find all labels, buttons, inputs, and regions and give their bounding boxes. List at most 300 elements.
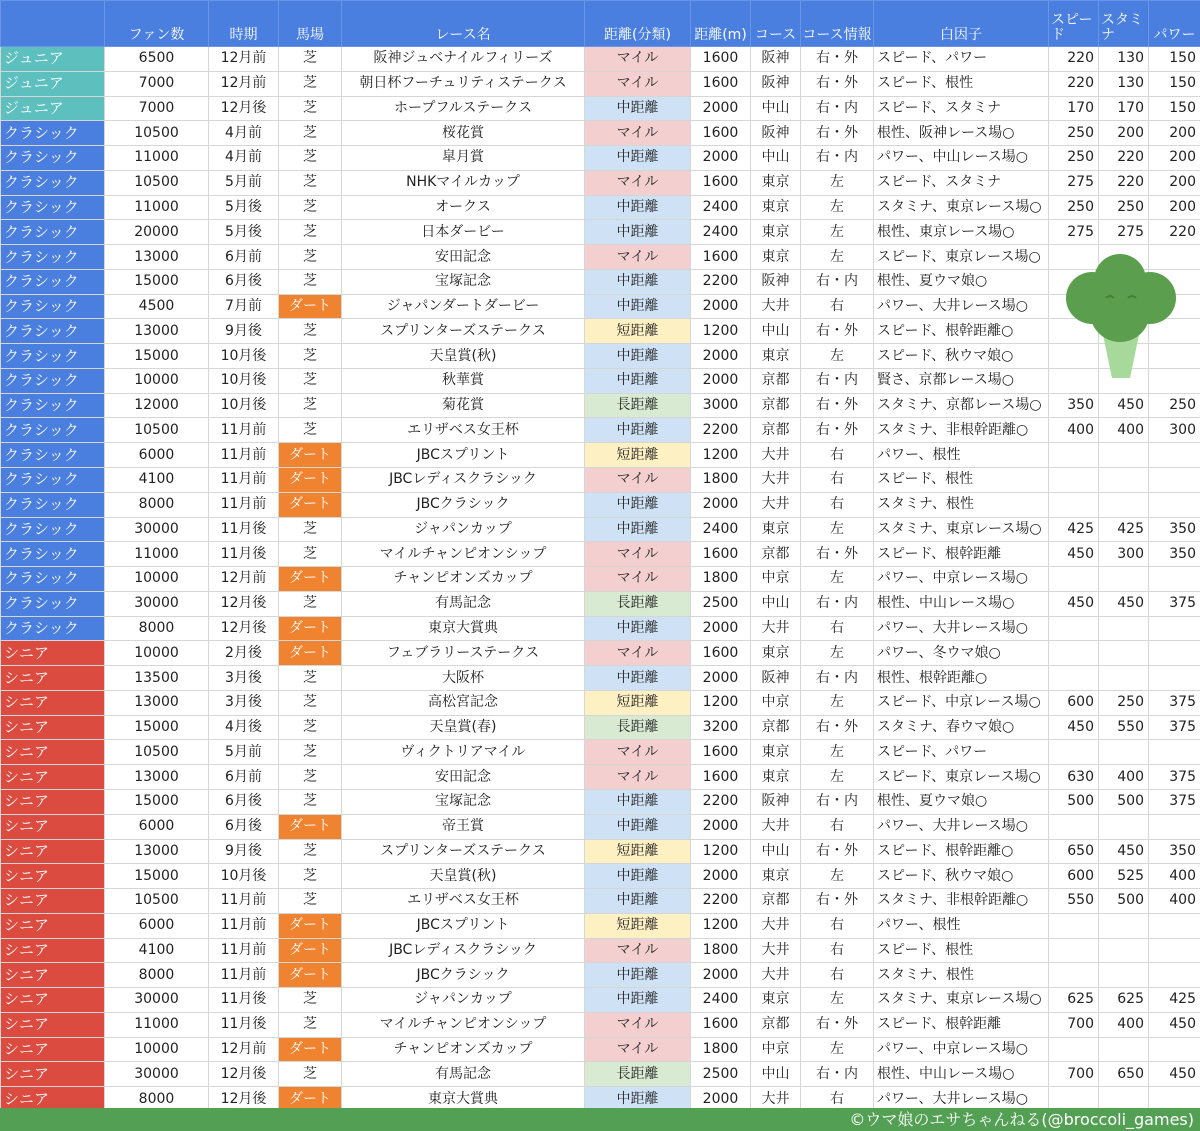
cell-course-info[interactable]: 右・外 [801,121,874,146]
cell-course-info[interactable]: 右・内 [801,1062,874,1087]
cell-fans[interactable]: 6500 [105,47,209,72]
cell-fans[interactable]: 6000 [105,814,209,839]
cell-course[interactable]: 大井 [751,468,801,493]
cell-surface[interactable]: 芝 [279,591,342,616]
cell-distance-class[interactable]: 長距離 [585,1062,691,1087]
cell-year[interactable]: シニア [1,864,105,889]
cell-course-info[interactable]: 左 [801,765,874,790]
cell-race-name[interactable]: チャンピオンズカップ [342,567,585,592]
cell-distance-m[interactable]: 1200 [691,690,751,715]
cell-period[interactable]: 6月後 [209,789,279,814]
cell-distance-class[interactable]: マイル [585,71,691,96]
cell-course[interactable]: 中京 [751,567,801,592]
cell-stamina[interactable] [1099,468,1149,493]
cell-course-info[interactable]: 右 [801,616,874,641]
cell-race-name[interactable]: オークス [342,195,585,220]
cell-year[interactable]: クラシック [1,443,105,468]
cell-course-info[interactable]: 右 [801,468,874,493]
header-speed[interactable]: スピード [1049,1,1099,47]
cell-distance-m[interactable]: 1800 [691,468,751,493]
cell-fans[interactable]: 10000 [105,641,209,666]
cell-white-factor[interactable]: スピード、根性 [874,71,1049,96]
cell-surface[interactable]: 芝 [279,245,342,270]
cell-period[interactable]: 11月前 [209,468,279,493]
cell-fans[interactable]: 13000 [105,765,209,790]
cell-speed[interactable] [1049,814,1099,839]
cell-stamina[interactable] [1099,567,1149,592]
cell-course[interactable]: 京都 [751,889,801,914]
cell-course-info[interactable]: 左 [801,1037,874,1062]
cell-course-info[interactable]: 右・外 [801,542,874,567]
cell-fans[interactable]: 11000 [105,146,209,171]
cell-stamina[interactable]: 450 [1099,591,1149,616]
cell-stamina[interactable]: 275 [1099,220,1149,245]
cell-race-name[interactable]: JBCレディスクラシック [342,938,585,963]
cell-distance-m[interactable]: 2000 [691,1087,751,1112]
cell-surface[interactable]: ダート [279,938,342,963]
cell-course[interactable]: 中山 [751,839,801,864]
cell-course-info[interactable]: 右・内 [801,666,874,691]
cell-course[interactable]: 京都 [751,715,801,740]
cell-white-factor[interactable]: スピード、根幹距離○ [874,839,1049,864]
cell-year[interactable]: シニア [1,839,105,864]
cell-white-factor[interactable]: パワー、根性 [874,443,1049,468]
cell-race-name[interactable]: ヴィクトリアマイル [342,740,585,765]
cell-power[interactable] [1149,641,1200,666]
cell-fans[interactable]: 11000 [105,195,209,220]
cell-course[interactable]: 東京 [751,641,801,666]
cell-fans[interactable]: 10000 [105,1037,209,1062]
header-period[interactable]: 時期 [209,1,279,47]
cell-race-name[interactable]: ジャパンカップ [342,988,585,1013]
cell-distance-m[interactable]: 2200 [691,889,751,914]
cell-speed[interactable] [1049,666,1099,691]
cell-stamina[interactable]: 170 [1099,96,1149,121]
cell-distance-m[interactable]: 2000 [691,146,751,171]
cell-distance-class[interactable]: 中距離 [585,294,691,319]
cell-course[interactable]: 大井 [751,616,801,641]
cell-course[interactable]: 大井 [751,913,801,938]
cell-year[interactable]: シニア [1,765,105,790]
header-surface[interactable]: 馬場 [279,1,342,47]
cell-course-info[interactable]: 左 [801,195,874,220]
cell-power[interactable] [1149,814,1200,839]
cell-speed[interactable]: 500 [1049,789,1099,814]
cell-distance-class[interactable]: 中距離 [585,492,691,517]
cell-race-name[interactable]: マイルチャンピオンシップ [342,542,585,567]
cell-distance-m[interactable]: 1600 [691,245,751,270]
cell-period[interactable]: 12月前 [209,1037,279,1062]
cell-course[interactable]: 中山 [751,1062,801,1087]
cell-power[interactable] [1149,740,1200,765]
cell-distance-class[interactable]: マイル [585,245,691,270]
cell-period[interactable]: 11月前 [209,938,279,963]
cell-speed[interactable]: 450 [1049,715,1099,740]
cell-race-name[interactable]: 大阪杯 [342,666,585,691]
cell-speed[interactable]: 275 [1049,220,1099,245]
cell-fans[interactable]: 15000 [105,344,209,369]
cell-year[interactable]: クラシック [1,418,105,443]
cell-speed[interactable]: 625 [1049,988,1099,1013]
cell-distance-m[interactable]: 2000 [691,814,751,839]
cell-period[interactable]: 12月前 [209,567,279,592]
cell-surface[interactable]: ダート [279,1087,342,1112]
cell-year[interactable]: シニア [1,889,105,914]
cell-fans[interactable]: 7000 [105,71,209,96]
cell-stamina[interactable]: 400 [1099,418,1149,443]
cell-year[interactable]: シニア [1,938,105,963]
cell-surface[interactable]: 芝 [279,1012,342,1037]
cell-distance-m[interactable]: 1600 [691,740,751,765]
cell-course-info[interactable]: 右 [801,492,874,517]
cell-year[interactable]: クラシック [1,542,105,567]
cell-white-factor[interactable]: スピード、東京レース場○ [874,765,1049,790]
cell-surface[interactable]: ダート [279,492,342,517]
cell-distance-m[interactable]: 2000 [691,96,751,121]
cell-distance-m[interactable]: 2400 [691,220,751,245]
cell-course[interactable]: 中山 [751,146,801,171]
cell-speed[interactable] [1049,616,1099,641]
cell-stamina[interactable]: 650 [1099,1062,1149,1087]
cell-speed[interactable] [1049,1037,1099,1062]
cell-fans[interactable]: 8000 [105,616,209,641]
cell-year[interactable]: シニア [1,1037,105,1062]
cell-distance-m[interactable]: 1600 [691,542,751,567]
cell-fans[interactable]: 30000 [105,517,209,542]
cell-power[interactable] [1149,666,1200,691]
cell-period[interactable]: 12月後 [209,1087,279,1112]
cell-race-name[interactable]: エリザベス女王杯 [342,889,585,914]
cell-stamina[interactable] [1099,641,1149,666]
cell-speed[interactable] [1049,641,1099,666]
cell-white-factor[interactable]: スタミナ、京都レース場○ [874,393,1049,418]
cell-course-info[interactable]: 右・内 [801,96,874,121]
cell-white-factor[interactable]: スピード、根性 [874,468,1049,493]
cell-distance-m[interactable]: 1600 [691,71,751,96]
cell-year[interactable]: クラシック [1,294,105,319]
cell-course[interactable]: 大井 [751,492,801,517]
cell-period[interactable]: 12月後 [209,1062,279,1087]
cell-white-factor[interactable]: スタミナ、東京レース場○ [874,195,1049,220]
cell-fans[interactable]: 8000 [105,1087,209,1112]
header-power[interactable]: パワー [1149,1,1200,47]
cell-white-factor[interactable]: パワー、大井レース場○ [874,294,1049,319]
cell-power[interactable]: 375 [1149,715,1200,740]
cell-distance-class[interactable]: マイル [585,938,691,963]
cell-race-name[interactable]: JBCクラシック [342,492,585,517]
cell-fans[interactable]: 10500 [105,170,209,195]
cell-period[interactable]: 7月前 [209,294,279,319]
cell-race-name[interactable]: ジャパンダートダービー [342,294,585,319]
cell-race-name[interactable]: 安田記念 [342,245,585,270]
cell-fans[interactable]: 13000 [105,839,209,864]
cell-stamina[interactable]: 250 [1099,195,1149,220]
cell-period[interactable]: 12月後 [209,616,279,641]
cell-surface[interactable]: 芝 [279,220,342,245]
cell-surface[interactable]: 芝 [279,715,342,740]
cell-period[interactable]: 3月後 [209,690,279,715]
cell-power[interactable]: 200 [1149,170,1200,195]
header-white-factor[interactable]: 白因子 [874,1,1049,47]
cell-distance-m[interactable]: 1800 [691,938,751,963]
cell-race-name[interactable]: 皐月賞 [342,146,585,171]
cell-power[interactable] [1149,468,1200,493]
cell-race-name[interactable]: マイルチャンピオンシップ [342,1012,585,1037]
cell-course-info[interactable]: 右・内 [801,269,874,294]
cell-course[interactable]: 阪神 [751,789,801,814]
cell-speed[interactable]: 650 [1049,839,1099,864]
cell-year[interactable]: クラシック [1,269,105,294]
cell-race-name[interactable]: 日本ダービー [342,220,585,245]
cell-distance-class[interactable]: 中距離 [585,814,691,839]
cell-year[interactable]: クラシック [1,616,105,641]
cell-period[interactable]: 6月前 [209,245,279,270]
cell-course-info[interactable]: 左 [801,690,874,715]
cell-white-factor[interactable]: パワー、大井レース場○ [874,616,1049,641]
cell-fans[interactable]: 15000 [105,269,209,294]
cell-distance-class[interactable]: 中距離 [585,344,691,369]
cell-distance-class[interactable]: 中距離 [585,963,691,988]
cell-power[interactable]: 375 [1149,765,1200,790]
cell-course[interactable]: 京都 [751,393,801,418]
cell-speed[interactable]: 250 [1049,121,1099,146]
cell-distance-m[interactable]: 2500 [691,1062,751,1087]
cell-fans[interactable]: 4100 [105,468,209,493]
cell-distance-class[interactable]: 短距離 [585,839,691,864]
cell-surface[interactable]: 芝 [279,517,342,542]
cell-distance-m[interactable]: 1600 [691,765,751,790]
cell-distance-m[interactable]: 1200 [691,443,751,468]
cell-distance-m[interactable]: 2000 [691,616,751,641]
cell-speed[interactable]: 600 [1049,690,1099,715]
cell-surface[interactable]: 芝 [279,319,342,344]
cell-period[interactable]: 11月後 [209,517,279,542]
cell-power[interactable] [1149,913,1200,938]
cell-power[interactable] [1149,567,1200,592]
cell-white-factor[interactable]: パワー、冬ウマ娘○ [874,641,1049,666]
cell-course[interactable]: 阪神 [751,269,801,294]
cell-course[interactable]: 京都 [751,1012,801,1037]
cell-surface[interactable]: 芝 [279,1062,342,1087]
cell-white-factor[interactable]: 根性、東京レース場○ [874,220,1049,245]
cell-period[interactable]: 3月後 [209,666,279,691]
cell-course-info[interactable]: 左 [801,567,874,592]
header-fans[interactable]: ファン数 [105,1,209,47]
cell-distance-m[interactable]: 2500 [691,591,751,616]
cell-surface[interactable]: 芝 [279,368,342,393]
cell-course-info[interactable]: 左 [801,988,874,1013]
cell-surface[interactable]: 芝 [279,789,342,814]
cell-course[interactable]: 大井 [751,294,801,319]
cell-race-name[interactable]: 安田記念 [342,765,585,790]
cell-course-info[interactable]: 右・内 [801,789,874,814]
header-course-info[interactable]: コース情報 [801,1,874,47]
cell-distance-class[interactable]: マイル [585,567,691,592]
cell-speed[interactable]: 250 [1049,195,1099,220]
cell-race-name[interactable]: 有馬記念 [342,1062,585,1087]
cell-year[interactable]: クラシック [1,492,105,517]
cell-year[interactable]: シニア [1,641,105,666]
cell-race-name[interactable]: 帝王賞 [342,814,585,839]
cell-race-name[interactable]: 天皇賞(秋) [342,864,585,889]
cell-white-factor[interactable]: スピード、中京レース場○ [874,690,1049,715]
cell-distance-m[interactable]: 2200 [691,418,751,443]
cell-surface[interactable]: ダート [279,616,342,641]
cell-power[interactable]: 150 [1149,96,1200,121]
cell-course[interactable]: 中山 [751,319,801,344]
cell-race-name[interactable]: 東京大賞典 [342,1087,585,1112]
cell-white-factor[interactable]: パワー、大井レース場○ [874,1087,1049,1112]
cell-year[interactable]: クラシック [1,146,105,171]
cell-course[interactable]: 中京 [751,1037,801,1062]
cell-year[interactable]: シニア [1,963,105,988]
cell-course[interactable]: 東京 [751,517,801,542]
cell-white-factor[interactable]: パワー、大井レース場○ [874,814,1049,839]
cell-race-name[interactable]: JBCスプリント [342,443,585,468]
cell-stamina[interactable]: 450 [1099,393,1149,418]
cell-year[interactable]: シニア [1,814,105,839]
cell-surface[interactable]: 芝 [279,121,342,146]
cell-stamina[interactable]: 400 [1099,765,1149,790]
cell-distance-class[interactable]: 中距離 [585,666,691,691]
cell-stamina[interactable] [1099,616,1149,641]
cell-race-name[interactable]: スプリンターズステークス [342,839,585,864]
cell-distance-m[interactable]: 2000 [691,294,751,319]
cell-distance-m[interactable]: 2000 [691,344,751,369]
cell-speed[interactable]: 400 [1049,418,1099,443]
cell-race-name[interactable]: 阪神ジュベナイルフィリーズ [342,47,585,72]
cell-stamina[interactable] [1099,740,1149,765]
cell-distance-m[interactable]: 1200 [691,913,751,938]
cell-power[interactable]: 450 [1149,1062,1200,1087]
cell-white-factor[interactable]: スピード、秋ウマ娘○ [874,864,1049,889]
cell-power[interactable]: 375 [1149,591,1200,616]
cell-white-factor[interactable]: スピード、根性 [874,938,1049,963]
cell-surface[interactable]: 芝 [279,666,342,691]
cell-stamina[interactable] [1099,913,1149,938]
cell-distance-class[interactable]: 中距離 [585,195,691,220]
cell-course-info[interactable]: 右・内 [801,368,874,393]
cell-surface[interactable]: ダート [279,1037,342,1062]
cell-fans[interactable]: 15000 [105,789,209,814]
cell-race-name[interactable]: フェブラリーステークス [342,641,585,666]
cell-stamina[interactable]: 450 [1099,839,1149,864]
cell-distance-class[interactable]: 中距離 [585,789,691,814]
cell-stamina[interactable]: 200 [1099,121,1149,146]
cell-speed[interactable] [1049,740,1099,765]
cell-year[interactable]: クラシック [1,567,105,592]
cell-white-factor[interactable]: スピード、パワー [874,47,1049,72]
cell-power[interactable] [1149,938,1200,963]
cell-period[interactable]: 5月前 [209,740,279,765]
cell-surface[interactable]: ダート [279,641,342,666]
cell-period[interactable]: 5月後 [209,195,279,220]
cell-fans[interactable]: 10500 [105,889,209,914]
cell-period[interactable]: 12月前 [209,71,279,96]
cell-power[interactable]: 400 [1149,864,1200,889]
cell-race-name[interactable]: ホープフルステークス [342,96,585,121]
cell-stamina[interactable]: 220 [1099,170,1149,195]
cell-period[interactable]: 6月後 [209,269,279,294]
cell-speed[interactable]: 350 [1049,393,1099,418]
cell-surface[interactable]: 芝 [279,864,342,889]
cell-white-factor[interactable]: スタミナ、非根幹距離○ [874,418,1049,443]
cell-distance-class[interactable]: マイル [585,468,691,493]
cell-white-factor[interactable]: スタミナ、東京レース場○ [874,517,1049,542]
cell-course-info[interactable]: 右 [801,1087,874,1112]
cell-distance-class[interactable]: マイル [585,740,691,765]
cell-course[interactable]: 東京 [751,220,801,245]
cell-stamina[interactable]: 130 [1099,47,1149,72]
cell-stamina[interactable]: 625 [1099,988,1149,1013]
cell-distance-class[interactable]: 中距離 [585,1087,691,1112]
cell-fans[interactable]: 4500 [105,294,209,319]
cell-race-name[interactable]: NHKマイルカップ [342,170,585,195]
cell-white-factor[interactable]: パワー、中京レース場○ [874,1037,1049,1062]
cell-white-factor[interactable]: 根性、中山レース場○ [874,1062,1049,1087]
cell-stamina[interactable]: 425 [1099,517,1149,542]
cell-distance-class[interactable]: 中距離 [585,889,691,914]
cell-course[interactable]: 東京 [751,765,801,790]
cell-course-info[interactable]: 右・外 [801,393,874,418]
cell-white-factor[interactable]: 根性、夏ウマ娘○ [874,789,1049,814]
cell-period[interactable]: 4月前 [209,121,279,146]
cell-year[interactable]: シニア [1,988,105,1013]
cell-period[interactable]: 6月前 [209,765,279,790]
cell-year[interactable]: クラシック [1,393,105,418]
cell-stamina[interactable]: 500 [1099,889,1149,914]
cell-surface[interactable]: ダート [279,294,342,319]
cell-race-name[interactable]: 秋華賞 [342,368,585,393]
cell-fans[interactable]: 10500 [105,418,209,443]
cell-year[interactable]: シニア [1,740,105,765]
cell-power[interactable]: 150 [1149,71,1200,96]
cell-year[interactable]: クラシック [1,245,105,270]
cell-course[interactable]: 東京 [751,988,801,1013]
cell-speed[interactable]: 550 [1049,889,1099,914]
cell-fans[interactable]: 11000 [105,542,209,567]
cell-race-name[interactable]: 宝塚記念 [342,269,585,294]
cell-power[interactable]: 200 [1149,195,1200,220]
cell-course-info[interactable]: 左 [801,740,874,765]
cell-distance-m[interactable]: 1600 [691,47,751,72]
cell-stamina[interactable] [1099,492,1149,517]
cell-period[interactable]: 11月前 [209,889,279,914]
cell-fans[interactable]: 15000 [105,715,209,740]
cell-course-info[interactable]: 右・外 [801,889,874,914]
cell-white-factor[interactable]: スタミナ、東京レース場○ [874,988,1049,1013]
cell-power[interactable]: 350 [1149,542,1200,567]
cell-course-info[interactable]: 左 [801,641,874,666]
cell-year[interactable]: クラシック [1,368,105,393]
cell-distance-class[interactable]: 中距離 [585,864,691,889]
cell-fans[interactable]: 8000 [105,963,209,988]
cell-course[interactable]: 東京 [751,170,801,195]
cell-course[interactable]: 京都 [751,368,801,393]
cell-power[interactable]: 375 [1149,690,1200,715]
cell-distance-class[interactable]: マイル [585,765,691,790]
cell-white-factor[interactable]: 根性、根幹距離○ [874,666,1049,691]
cell-course[interactable]: 東京 [751,740,801,765]
cell-stamina[interactable]: 300 [1099,542,1149,567]
cell-speed[interactable] [1049,468,1099,493]
cell-white-factor[interactable]: スタミナ、非根幹距離○ [874,889,1049,914]
cell-stamina[interactable] [1099,814,1149,839]
cell-course-info[interactable]: 左 [801,517,874,542]
cell-surface[interactable]: 芝 [279,195,342,220]
cell-period[interactable]: 10月後 [209,393,279,418]
cell-surface[interactable]: ダート [279,913,342,938]
